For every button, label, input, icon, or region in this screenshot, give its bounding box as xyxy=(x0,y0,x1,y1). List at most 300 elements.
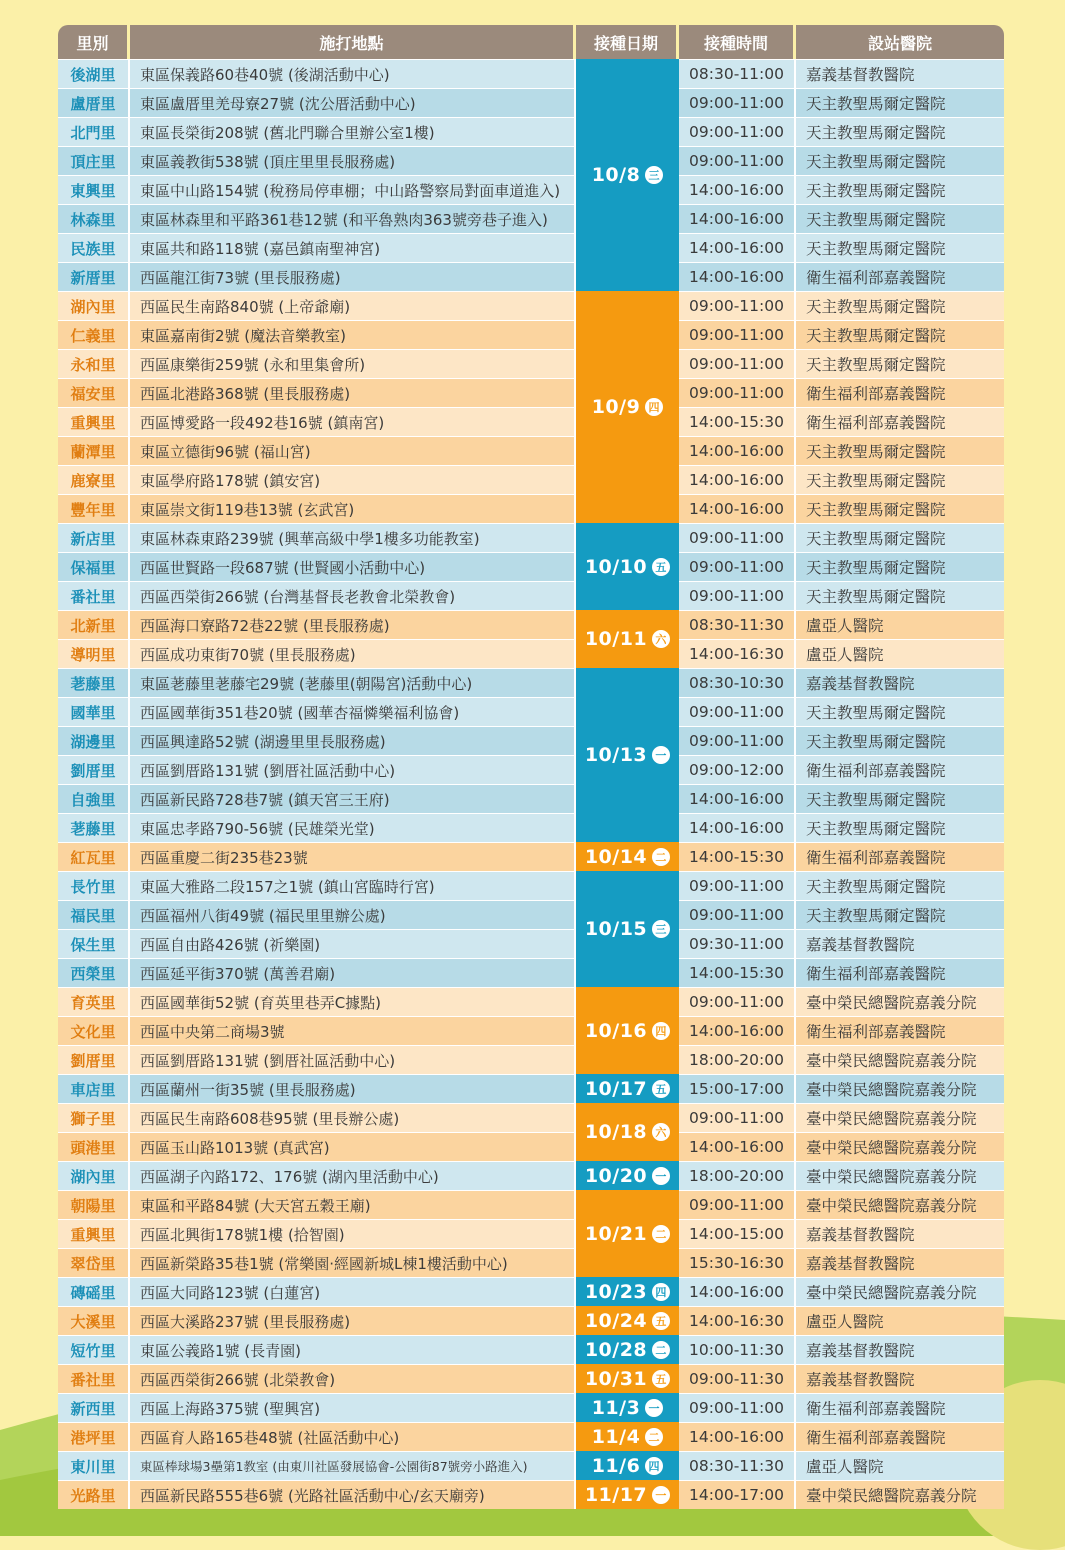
header-date: 接種日期 xyxy=(576,25,679,59)
location: 西區新民路555巷6號 (光路社區活動中心/玄天廟旁) xyxy=(130,1481,576,1509)
date-text: 10/10 xyxy=(584,555,648,578)
time: 10:00-11:30 xyxy=(679,1336,796,1364)
table-row xyxy=(58,1248,1004,1277)
table-row xyxy=(58,668,1004,697)
hospital: 天主教聖馬爾定醫院 xyxy=(806,820,946,838)
location: 西區劉厝路131號 (劉厝社區活動中心) xyxy=(130,1046,576,1074)
weekday-badge: 五 xyxy=(652,1080,670,1098)
time: 14:00-16:00 xyxy=(679,176,796,204)
table-row xyxy=(58,929,1004,958)
table-body xyxy=(58,59,1004,1509)
date-text: 11/4 xyxy=(591,1425,641,1448)
time: 09:00-11:00 xyxy=(679,321,796,349)
village-name: 車店里 xyxy=(58,1075,130,1103)
table-row xyxy=(58,813,1004,842)
date-text: 10/11 xyxy=(584,628,648,650)
table-row xyxy=(58,1277,1004,1306)
date-block xyxy=(576,842,679,871)
date-block xyxy=(576,871,679,987)
time: 14:00-16:00 xyxy=(679,437,796,465)
village-name: 新店里 xyxy=(58,524,130,552)
location: 西區上海路375號 (聖興宮) xyxy=(130,1394,576,1422)
weekday-badge: 一 xyxy=(652,746,670,764)
time: 09:00-11:00 xyxy=(679,582,796,610)
time: 09:00-11:00 xyxy=(679,1104,796,1132)
table-row xyxy=(58,1103,1004,1132)
table-row xyxy=(58,233,1004,262)
date-text: 10/8 xyxy=(591,164,641,186)
time: 14:00-15:30 xyxy=(679,408,796,436)
time: 14:00-16:00 xyxy=(679,495,796,523)
time: 14:00-15:30 xyxy=(679,843,796,871)
table-row xyxy=(58,204,1004,233)
hospital: 臺中榮民總醫院嘉義分院 xyxy=(806,1139,977,1157)
time: 15:30-16:30 xyxy=(679,1249,796,1277)
weekday-badge: 五 xyxy=(652,558,670,576)
village-name: 湖內里 xyxy=(58,292,130,320)
weekday-badge: 二 xyxy=(652,1225,670,1243)
date-block xyxy=(576,1451,679,1480)
hospital: 天主教聖馬爾定醫院 xyxy=(806,327,946,345)
date-block xyxy=(576,1161,679,1190)
hospital: 天主教聖馬爾定醫院 xyxy=(806,907,946,925)
table-row xyxy=(58,755,1004,784)
weekday-badge: 三 xyxy=(652,920,670,938)
weekday-badge: 一 xyxy=(652,1167,670,1185)
table-row xyxy=(58,1393,1004,1422)
location: 東區林森東路239號 (興華高級中學1樓多功能教室) xyxy=(130,524,576,552)
time: 14:00-16:00 xyxy=(679,1423,796,1451)
time: 14:00-16:00 xyxy=(679,205,796,233)
location: 西區博愛路一段492巷16號 (鎮南宮) xyxy=(130,408,576,436)
table-row xyxy=(58,436,1004,465)
hospital: 嘉義基督教醫院 xyxy=(806,1342,915,1360)
village-name: 東川里 xyxy=(58,1452,130,1480)
location: 西區北港路368號 (里長服務處) xyxy=(130,379,576,407)
table-row xyxy=(58,581,1004,610)
time: 18:00-20:00 xyxy=(679,1046,796,1074)
hospital: 盧亞人醫院 xyxy=(806,617,884,635)
village-name: 國華里 xyxy=(58,698,130,726)
time: 09:00-11:00 xyxy=(679,1191,796,1219)
time: 09:00-11:00 xyxy=(679,553,796,581)
village-name: 翠岱里 xyxy=(58,1249,130,1277)
location: 西區西榮街266號 (北榮教會) xyxy=(130,1365,576,1393)
hospital: 臺中榮民總醫院嘉義分院 xyxy=(806,994,977,1012)
hospital: 天主教聖馬爾定醫院 xyxy=(806,298,946,316)
location: 東區共和路118號 (嘉邑鎮南聖神宮) xyxy=(130,234,576,262)
table-row xyxy=(58,465,1004,494)
time: 09:00-11:00 xyxy=(679,698,796,726)
village-name: 永和里 xyxy=(58,350,130,378)
weekday-badge: 四 xyxy=(645,398,663,416)
hospital: 天主教聖馬爾定醫院 xyxy=(806,211,946,229)
table-row xyxy=(58,871,1004,900)
village-name: 獅子里 xyxy=(58,1104,130,1132)
time: 14:00-16:00 xyxy=(679,234,796,262)
header-time: 接種時間 xyxy=(679,25,796,59)
village-name: 劉厝里 xyxy=(58,756,130,784)
village-name: 北門里 xyxy=(58,118,130,146)
location: 西區世賢路一段687號 (世賢國小活動中心) xyxy=(130,553,576,581)
table-row xyxy=(58,610,1004,639)
village-name: 文化里 xyxy=(58,1017,130,1045)
weekday-badge: 六 xyxy=(652,1123,670,1141)
date-block xyxy=(576,610,679,668)
village-name: 港坪里 xyxy=(58,1423,130,1451)
village-name: 蘭潭里 xyxy=(58,437,130,465)
table-row xyxy=(58,1480,1004,1509)
village-name: 重興里 xyxy=(58,408,130,436)
hospital: 天主教聖馬爾定醫院 xyxy=(806,501,946,519)
hospital: 嘉義基督教醫院 xyxy=(806,1226,915,1244)
time: 09:00-11:00 xyxy=(679,89,796,117)
location: 西區海口寮路72巷22號 (里長服務處) xyxy=(130,611,576,639)
hospital: 嘉義基督教醫院 xyxy=(806,1371,915,1389)
date-text: 11/17 xyxy=(584,1483,648,1506)
location: 東區長榮街208號 (舊北門聯合里辦公室1樓) xyxy=(130,118,576,146)
hospital: 天主教聖馬爾定醫院 xyxy=(806,878,946,896)
date-block xyxy=(576,1190,679,1277)
village-name: 育英里 xyxy=(58,988,130,1016)
village-name: 短竹里 xyxy=(58,1336,130,1364)
village-name: 鹿寮里 xyxy=(58,466,130,494)
time: 09:00-11:00 xyxy=(679,988,796,1016)
weekday-badge: 二 xyxy=(652,848,670,866)
time: 14:00-16:00 xyxy=(679,785,796,813)
date-block xyxy=(576,1422,679,1451)
table-row xyxy=(58,900,1004,929)
location: 西區福州八街49號 (福民里里辦公處) xyxy=(130,901,576,929)
village-name: 林森里 xyxy=(58,205,130,233)
date-block xyxy=(576,1364,679,1393)
hospital: 衛生福利部嘉義醫院 xyxy=(806,849,946,867)
location: 西區大溪路237號 (里長服務處) xyxy=(130,1307,576,1335)
hospital: 天主教聖馬爾定醫院 xyxy=(806,791,946,809)
location: 西區自由路426號 (祈樂園) xyxy=(130,930,576,958)
location: 西區國華街351巷20號 (國華杏福憐樂福利協會) xyxy=(130,698,576,726)
location: 西區延平街370號 (萬善君廟) xyxy=(130,959,576,987)
table-row xyxy=(58,1132,1004,1161)
date-text: 10/20 xyxy=(584,1164,648,1187)
weekday-badge: 六 xyxy=(652,630,670,648)
date-block xyxy=(576,1074,679,1103)
time: 09:00-11:00 xyxy=(679,147,796,175)
weekday-badge: 四 xyxy=(652,1022,670,1040)
location: 西區成功東街70號 (里長服務處) xyxy=(130,640,576,668)
hospital: 天主教聖馬爾定醫院 xyxy=(806,95,946,113)
village-name: 頂庄里 xyxy=(58,147,130,175)
hospital: 臺中榮民總醫院嘉義分院 xyxy=(806,1081,977,1099)
village-name: 頭港里 xyxy=(58,1133,130,1161)
date-block xyxy=(576,1335,679,1364)
hospital: 天主教聖馬爾定醫院 xyxy=(806,704,946,722)
village-name: 東興里 xyxy=(58,176,130,204)
location: 西區康樂街259號 (永和里集會所) xyxy=(130,350,576,378)
location: 西區國華街52號 (育英里巷弄C據點) xyxy=(130,988,576,1016)
time: 14:00-16:00 xyxy=(679,1133,796,1161)
village-name: 重興里 xyxy=(58,1220,130,1248)
location: 東區義教街538號 (頂庄里里長服務處) xyxy=(130,147,576,175)
time: 18:00-20:00 xyxy=(679,1162,796,1190)
hospital: 天主教聖馬爾定醫院 xyxy=(806,356,946,374)
table-row xyxy=(58,291,1004,320)
date-block xyxy=(576,1306,679,1335)
vaccination-schedule-table xyxy=(58,25,1004,1509)
hospital: 臺中榮民總醫院嘉義分院 xyxy=(806,1284,977,1302)
village-name: 福民里 xyxy=(58,901,130,929)
weekday-badge: 一 xyxy=(645,1399,663,1417)
location: 東區盧厝里羌母寮27號 (沈公厝活動中心) xyxy=(130,89,576,117)
location: 西區玉山路1013號 (真武宮) xyxy=(130,1133,576,1161)
date-block xyxy=(576,291,679,523)
location: 西區中央第二商場3號 xyxy=(130,1017,576,1045)
village-name: 大溪里 xyxy=(58,1307,130,1335)
weekday-badge: 二 xyxy=(652,1341,670,1359)
location: 西區湖子內路172、176號 (湖內里活動中心) xyxy=(130,1162,576,1190)
location: 東區中山路154號 (稅務局停車棚；中山路警察局對面車道進入) xyxy=(130,176,576,204)
time: 14:00-15:00 xyxy=(679,1220,796,1248)
village-name: 番社里 xyxy=(58,582,130,610)
time: 09:00-12:00 xyxy=(679,756,796,784)
table-row xyxy=(58,523,1004,552)
table-row xyxy=(58,1306,1004,1335)
table-row xyxy=(58,175,1004,204)
location: 西區新榮路35巷1號 (常樂園‧經國新城L棟1樓活動中心) xyxy=(130,1249,576,1277)
hospital: 天主教聖馬爾定醫院 xyxy=(806,588,946,606)
hospital: 嘉義基督教醫院 xyxy=(806,66,915,84)
weekday-badge: 一 xyxy=(652,1486,670,1504)
hospital: 天主教聖馬爾定醫院 xyxy=(806,153,946,171)
table-row xyxy=(58,987,1004,1016)
table-row xyxy=(58,639,1004,668)
weekday-badge: 五 xyxy=(652,1370,670,1388)
table-row xyxy=(58,726,1004,755)
village-name: 導明里 xyxy=(58,640,130,668)
village-name: 豐年里 xyxy=(58,495,130,523)
location: 西區育人路165巷48號 (社區活動中心) xyxy=(130,1423,576,1451)
hospital: 臺中榮民總醫院嘉義分院 xyxy=(806,1197,977,1215)
time: 09:00-11:00 xyxy=(679,1394,796,1422)
hospital: 天主教聖馬爾定醫院 xyxy=(806,733,946,751)
village-name: 長竹里 xyxy=(58,872,130,900)
village-name: 紅瓦里 xyxy=(58,843,130,871)
time: 14:00-16:00 xyxy=(679,1278,796,1306)
hospital: 衛生福利部嘉義醫院 xyxy=(806,385,946,403)
hospital: 天主教聖馬爾定醫院 xyxy=(806,182,946,200)
table-row xyxy=(58,1422,1004,1451)
date-block xyxy=(576,668,679,842)
date-text: 10/9 xyxy=(591,396,641,418)
hospital: 天主教聖馬爾定醫院 xyxy=(806,530,946,548)
location: 西區劉厝路131號 (劉厝社區活動中心) xyxy=(130,756,576,784)
table-header xyxy=(58,25,1004,59)
table-row xyxy=(58,494,1004,523)
time: 09:00-11:00 xyxy=(679,872,796,900)
date-text: 10/13 xyxy=(584,744,648,766)
location: 東區保義路60巷40號 (後湖活動中心) xyxy=(130,60,576,88)
location: 西區新民路728巷7號 (鎮天宮三王府) xyxy=(130,785,576,813)
village-name: 湖內里 xyxy=(58,1162,130,1190)
table-row xyxy=(58,378,1004,407)
location: 東區嘉南街2號 (魔法音樂教室) xyxy=(130,321,576,349)
table-row xyxy=(58,88,1004,117)
table-row xyxy=(58,117,1004,146)
hospital: 臺中榮民總醫院嘉義分院 xyxy=(806,1168,977,1186)
weekday-badge: 四 xyxy=(645,1457,663,1475)
table-row xyxy=(58,262,1004,291)
time: 09:00-11:00 xyxy=(679,727,796,755)
village-name: 西榮里 xyxy=(58,959,130,987)
village-name: 民族里 xyxy=(58,234,130,262)
table-row xyxy=(58,320,1004,349)
location: 東區崇文街119巷13號 (玄武宮) xyxy=(130,495,576,523)
village-name: 福安里 xyxy=(58,379,130,407)
date-block xyxy=(576,1103,679,1161)
hospital: 嘉義基督教醫院 xyxy=(806,675,915,693)
time: 09:00-11:30 xyxy=(679,1365,796,1393)
time: 14:00-16:00 xyxy=(679,1017,796,1045)
table-row xyxy=(58,784,1004,813)
table-row xyxy=(58,1190,1004,1219)
village-name: 保福里 xyxy=(58,553,130,581)
location: 西區興達路52號 (湖邊里里長服務處) xyxy=(130,727,576,755)
date-text: 10/16 xyxy=(584,1019,648,1042)
hospital: 天主教聖馬爾定醫院 xyxy=(806,240,946,258)
weekday-badge: 二 xyxy=(645,1428,663,1446)
date-text: 10/15 xyxy=(584,918,648,940)
village-name: 磚磘里 xyxy=(58,1278,130,1306)
hospital: 盧亞人醫院 xyxy=(806,1458,884,1476)
village-name: 新厝里 xyxy=(58,263,130,291)
weekday-badge: 三 xyxy=(645,166,663,184)
hospital: 衛生福利部嘉義醫院 xyxy=(806,414,946,432)
date-text: 11/6 xyxy=(591,1454,641,1477)
village-name: 番社里 xyxy=(58,1365,130,1393)
time: 14:00-16:00 xyxy=(679,263,796,291)
time: 08:30-11:30 xyxy=(679,611,796,639)
date-block xyxy=(576,987,679,1074)
date-text: 10/31 xyxy=(584,1367,648,1390)
table-row xyxy=(58,842,1004,871)
date-text: 10/14 xyxy=(584,845,648,868)
village-name: 荖藤里 xyxy=(58,669,130,697)
time: 09:00-11:00 xyxy=(679,292,796,320)
date-text: 10/24 xyxy=(584,1309,648,1332)
header-hospital: 設站醫院 xyxy=(796,25,1004,59)
time: 09:00-11:00 xyxy=(679,350,796,378)
time: 15:00-17:00 xyxy=(679,1075,796,1103)
time: 09:00-11:00 xyxy=(679,118,796,146)
date-text: 10/17 xyxy=(584,1077,648,1100)
table-row xyxy=(58,407,1004,436)
village-name: 劉厝里 xyxy=(58,1046,130,1074)
table-row xyxy=(58,1451,1004,1480)
date-text: 10/28 xyxy=(584,1338,648,1361)
village-name: 朝陽里 xyxy=(58,1191,130,1219)
location: 東區公義路1號 (長青園) xyxy=(130,1336,576,1364)
village-name: 仁義里 xyxy=(58,321,130,349)
date-text: 11/3 xyxy=(591,1396,641,1419)
time: 14:00-16:00 xyxy=(679,814,796,842)
table-row xyxy=(58,1074,1004,1103)
location: 東區忠孝路790-56號 (民雄榮光堂) xyxy=(130,814,576,842)
date-block xyxy=(576,59,679,291)
hospital: 衛生福利部嘉義醫院 xyxy=(806,1429,946,1447)
village-name: 北新里 xyxy=(58,611,130,639)
village-name: 自強里 xyxy=(58,785,130,813)
table-row xyxy=(58,59,1004,88)
hospital: 臺中榮民總醫院嘉義分院 xyxy=(806,1052,977,1070)
village-name: 光路里 xyxy=(58,1481,130,1509)
weekday-badge: 四 xyxy=(652,1283,670,1301)
location: 西區北興街178號1樓 (拾智園) xyxy=(130,1220,576,1248)
hospital: 天主教聖馬爾定醫院 xyxy=(806,472,946,490)
hospital: 天主教聖馬爾定醫院 xyxy=(806,559,946,577)
time: 14:00-16:30 xyxy=(679,1307,796,1335)
table-row xyxy=(58,1364,1004,1393)
table-row xyxy=(58,1335,1004,1364)
location: 東區立德街96號 (福山宮) xyxy=(130,437,576,465)
table-row xyxy=(58,1045,1004,1074)
table-row xyxy=(58,1219,1004,1248)
time: 09:00-11:00 xyxy=(679,901,796,929)
header-village: 里別 xyxy=(58,25,130,59)
location: 東區學府路178號 (鎮安宮) xyxy=(130,466,576,494)
village-name: 新西里 xyxy=(58,1394,130,1422)
location: 西區大同路123號 (白蓮宮) xyxy=(130,1278,576,1306)
table-row xyxy=(58,697,1004,726)
location: 西區西榮街266號 (台灣基督長老教會北榮教會) xyxy=(130,582,576,610)
location: 東區大雅路二段157之1號 (鎮山宮臨時行宮) xyxy=(130,872,576,900)
table-row xyxy=(58,552,1004,581)
location: 西區民生南路840號 (上帝爺廟) xyxy=(130,292,576,320)
table-row xyxy=(58,958,1004,987)
date-text: 10/21 xyxy=(584,1222,648,1245)
time: 08:30-11:30 xyxy=(679,1452,796,1480)
table-row xyxy=(58,1016,1004,1045)
hospital: 天主教聖馬爾定醫院 xyxy=(806,443,946,461)
date-text: 10/18 xyxy=(584,1121,648,1143)
location: 東區林森里和平路361巷12號 (和平魯熟肉363號旁巷子進入) xyxy=(130,205,576,233)
date-block xyxy=(576,1480,679,1509)
hospital: 盧亞人醫院 xyxy=(806,646,884,664)
time: 14:00-16:30 xyxy=(679,640,796,668)
village-name: 保生里 xyxy=(58,930,130,958)
hospital: 臺中榮民總醫院嘉義分院 xyxy=(806,1110,977,1128)
village-name: 後湖里 xyxy=(58,60,130,88)
location: 東區荖藤里荖藤宅29號 (荖藤里(朝陽宮)活動中心) xyxy=(130,669,576,697)
time: 14:00-15:30 xyxy=(679,959,796,987)
weekday-badge: 五 xyxy=(652,1312,670,1330)
hospital: 衛生福利部嘉義醫院 xyxy=(806,1023,946,1041)
time: 08:30-10:30 xyxy=(679,669,796,697)
time: 09:30-11:00 xyxy=(679,930,796,958)
hospital: 盧亞人醫院 xyxy=(806,1313,884,1331)
time: 14:00-16:00 xyxy=(679,466,796,494)
hospital: 臺中榮民總醫院嘉義分院 xyxy=(806,1487,977,1505)
location: 東區和平路84號 (大天宮五穀王廟) xyxy=(130,1191,576,1219)
time: 08:30-11:00 xyxy=(679,60,796,88)
date-block xyxy=(576,1393,679,1422)
hospital: 天主教聖馬爾定醫院 xyxy=(806,124,946,142)
location: 西區蘭州一街35號 (里長服務處) xyxy=(130,1075,576,1103)
table-row xyxy=(58,1161,1004,1190)
table-row xyxy=(58,146,1004,175)
village-name: 湖邊里 xyxy=(58,727,130,755)
location: 西區重慶二街235巷23號 xyxy=(130,843,576,871)
hospital: 衛生福利部嘉義醫院 xyxy=(806,269,946,287)
